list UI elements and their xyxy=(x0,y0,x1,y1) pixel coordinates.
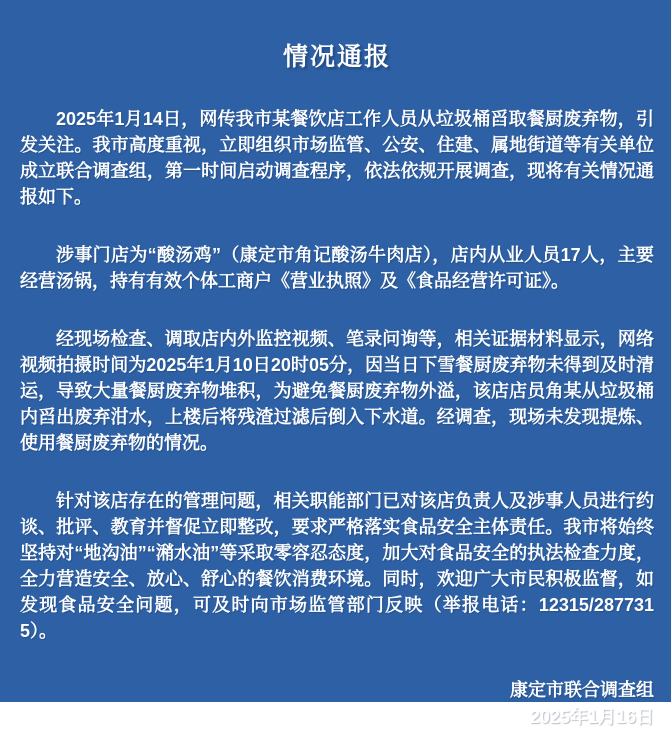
notice-paragraph-intro: 2025年1月14日，网传我市某餐饮店工作人员从垃圾桶舀取餐厨废弃物，引发关注。我市高度重视，立即组织市场监管、公安、住建、属地街道等有关单位成立联合调查组，第一时间启动调查程序，依法依规开展调查，现将有关情况通报如下。 xyxy=(20,109,654,207)
notice-paragraph-investigation-findings: 经现场检查、调取店内外监控视频、笔录问询等，相关证据材料显示，网络视频拍摄时间为2025年1月10日20时05分，因当日下雪餐厨废弃物未得到及时清运，导致大量餐厨废弃物堆积，为避免餐厨废弃物外溢，该店店员角某从垃圾桶内舀出废弃泔水，上楼后将残渣过滤后倒入下水道。经调查，现场未发现提炼、使用餐厨废弃物的情况。 xyxy=(20,329,654,453)
notice-paragraph-store-info: 涉事门店为“酸汤鸡”（康定市角记酸汤牛肉店），店内从业人员17人，主要经营汤锅，持有有效个体工商户《营业执照》及《食品经营许可证》。 xyxy=(20,245,654,291)
signature-date: 2025年1月16日 xyxy=(529,707,654,727)
notice-title: 情况通报 xyxy=(282,43,391,71)
signature-issuer: 康定市联合调查组 xyxy=(510,680,654,700)
signature-block xyxy=(20,677,654,731)
notice-paragraph-measures: 针对该店存在的管理问题，相关职能部门已对该店负责人及涉事人员进行约谈、批评、教育并督促立即整改，要求严格落实食品安全主体责任。我市将始终坚持对“地沟油”“潲水油”等采取零容忍态度，加大对食品安全的执法检查力度，全力营造安全、放心、舒心的餐饮消费环境。同时，欢迎广大市民积极监督，如发现食品安全问题，可及时向市场监管部门反映（举报电话：12315/2877315）。 xyxy=(20,491,654,641)
